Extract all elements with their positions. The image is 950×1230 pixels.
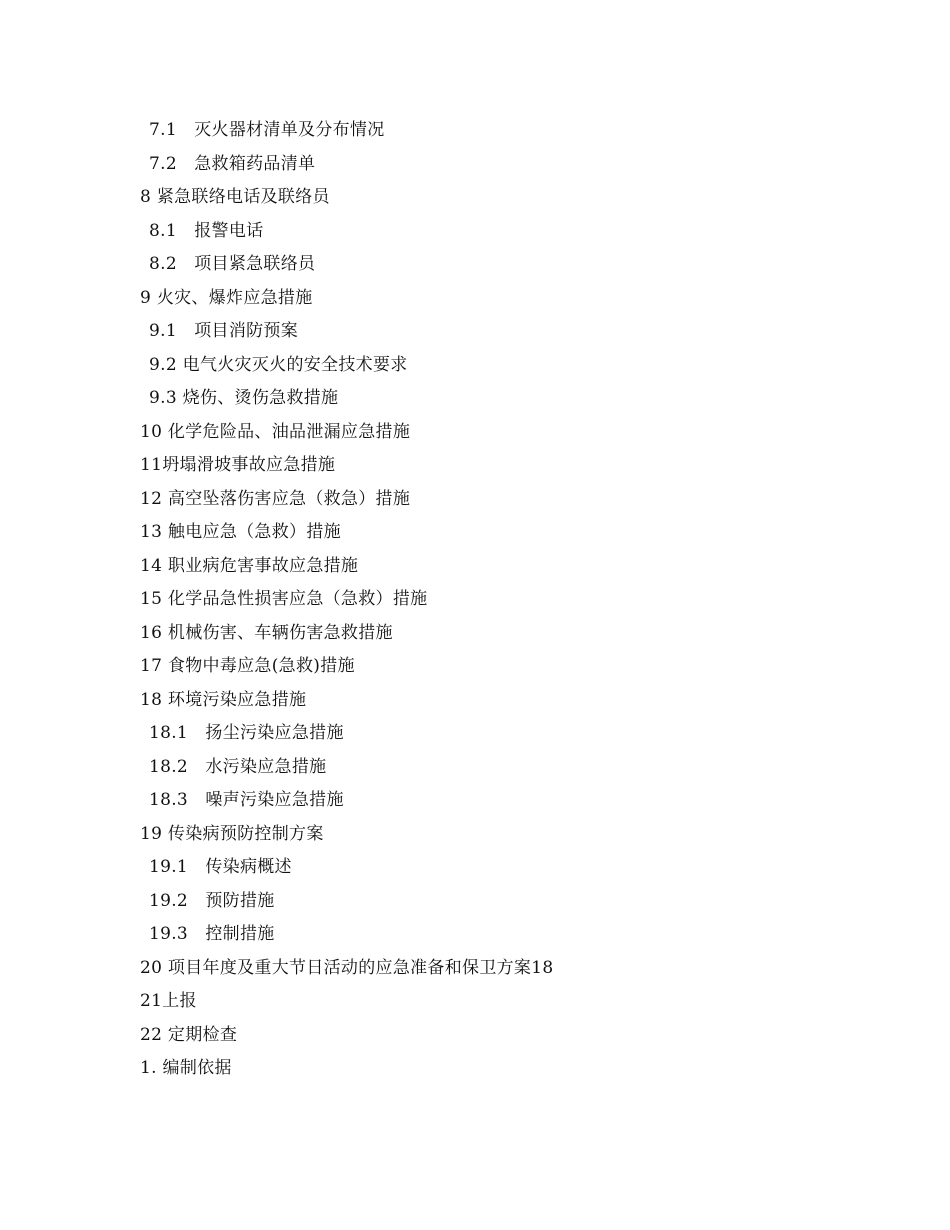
section-heading-1: 1. 编制依据 xyxy=(140,1058,232,1078)
toc-entry-9-3: 9.3 烧伤、烫伤急救措施 xyxy=(149,388,339,408)
toc-entry-8-1: 8.1 报警电话 xyxy=(149,220,264,241)
toc-entry-21: 21上报 xyxy=(140,991,197,1011)
toc-entry-9-2: 9.2 电气火灾灭火的安全技术要求 xyxy=(149,354,408,375)
toc-entry-17: 17 食物中毒应急(急救)措施 xyxy=(140,656,355,676)
toc-entry-19: 19 传染病预防控制方案 xyxy=(140,823,324,844)
toc-entry-9-1: 9.1 项目消防预案 xyxy=(149,321,299,341)
toc-entry-11: 11坍塌滑坡事故应急措施 xyxy=(140,455,336,475)
toc-entry-19-1: 19.1 传染病概述 xyxy=(149,857,292,877)
toc-entry-15: 15 化学品急性损害应急（急救）措施 xyxy=(140,589,428,609)
toc-entry-10: 10 化学危险品、油品泄漏应急措施 xyxy=(140,421,411,442)
toc-entry-9: 9 火灾、爆炸应急措施 xyxy=(140,287,313,308)
toc-entry-19-2: 19.2 预防措施 xyxy=(149,890,275,911)
toc-entry-8: 8 紧急联络电话及联络员 xyxy=(140,187,330,207)
toc-entry-14: 14 职业病危害事故应急措施 xyxy=(140,555,359,576)
toc-entry-13: 13 触电应急（急救）措施 xyxy=(140,522,341,542)
toc-entry-18-1: 18.1 扬尘污染应急措施 xyxy=(149,723,344,743)
toc-entry-8-2: 8.2 项目紧急联络员 xyxy=(149,254,316,274)
toc-entry-18: 18 环境污染应急措施 xyxy=(140,689,307,710)
toc-entry-12: 12 高空坠落伤害应急（救急）措施 xyxy=(140,488,411,509)
toc-entry-18-3: 18.3 噪声污染应急措施 xyxy=(149,790,344,810)
toc-entry-18-2: 18.2 水污染应急措施 xyxy=(149,756,327,777)
toc-entry-16: 16 机械伤害、车辆伤害急救措施 xyxy=(140,622,393,643)
toc-entry-20: 20 项目年度及重大节日活动的应急准备和保卫方案18 xyxy=(140,957,554,978)
toc-entry-7-2: 7.2 急救箱药品清单 xyxy=(149,153,316,174)
toc-entry-19-3: 19.3 控制措施 xyxy=(149,924,275,944)
table-of-contents xyxy=(140,117,900,1089)
toc-entry-7-1: 7.1 灭火器材清单及分布情况 xyxy=(149,120,385,140)
toc-entry-22: 22 定期检查 xyxy=(140,1024,238,1045)
